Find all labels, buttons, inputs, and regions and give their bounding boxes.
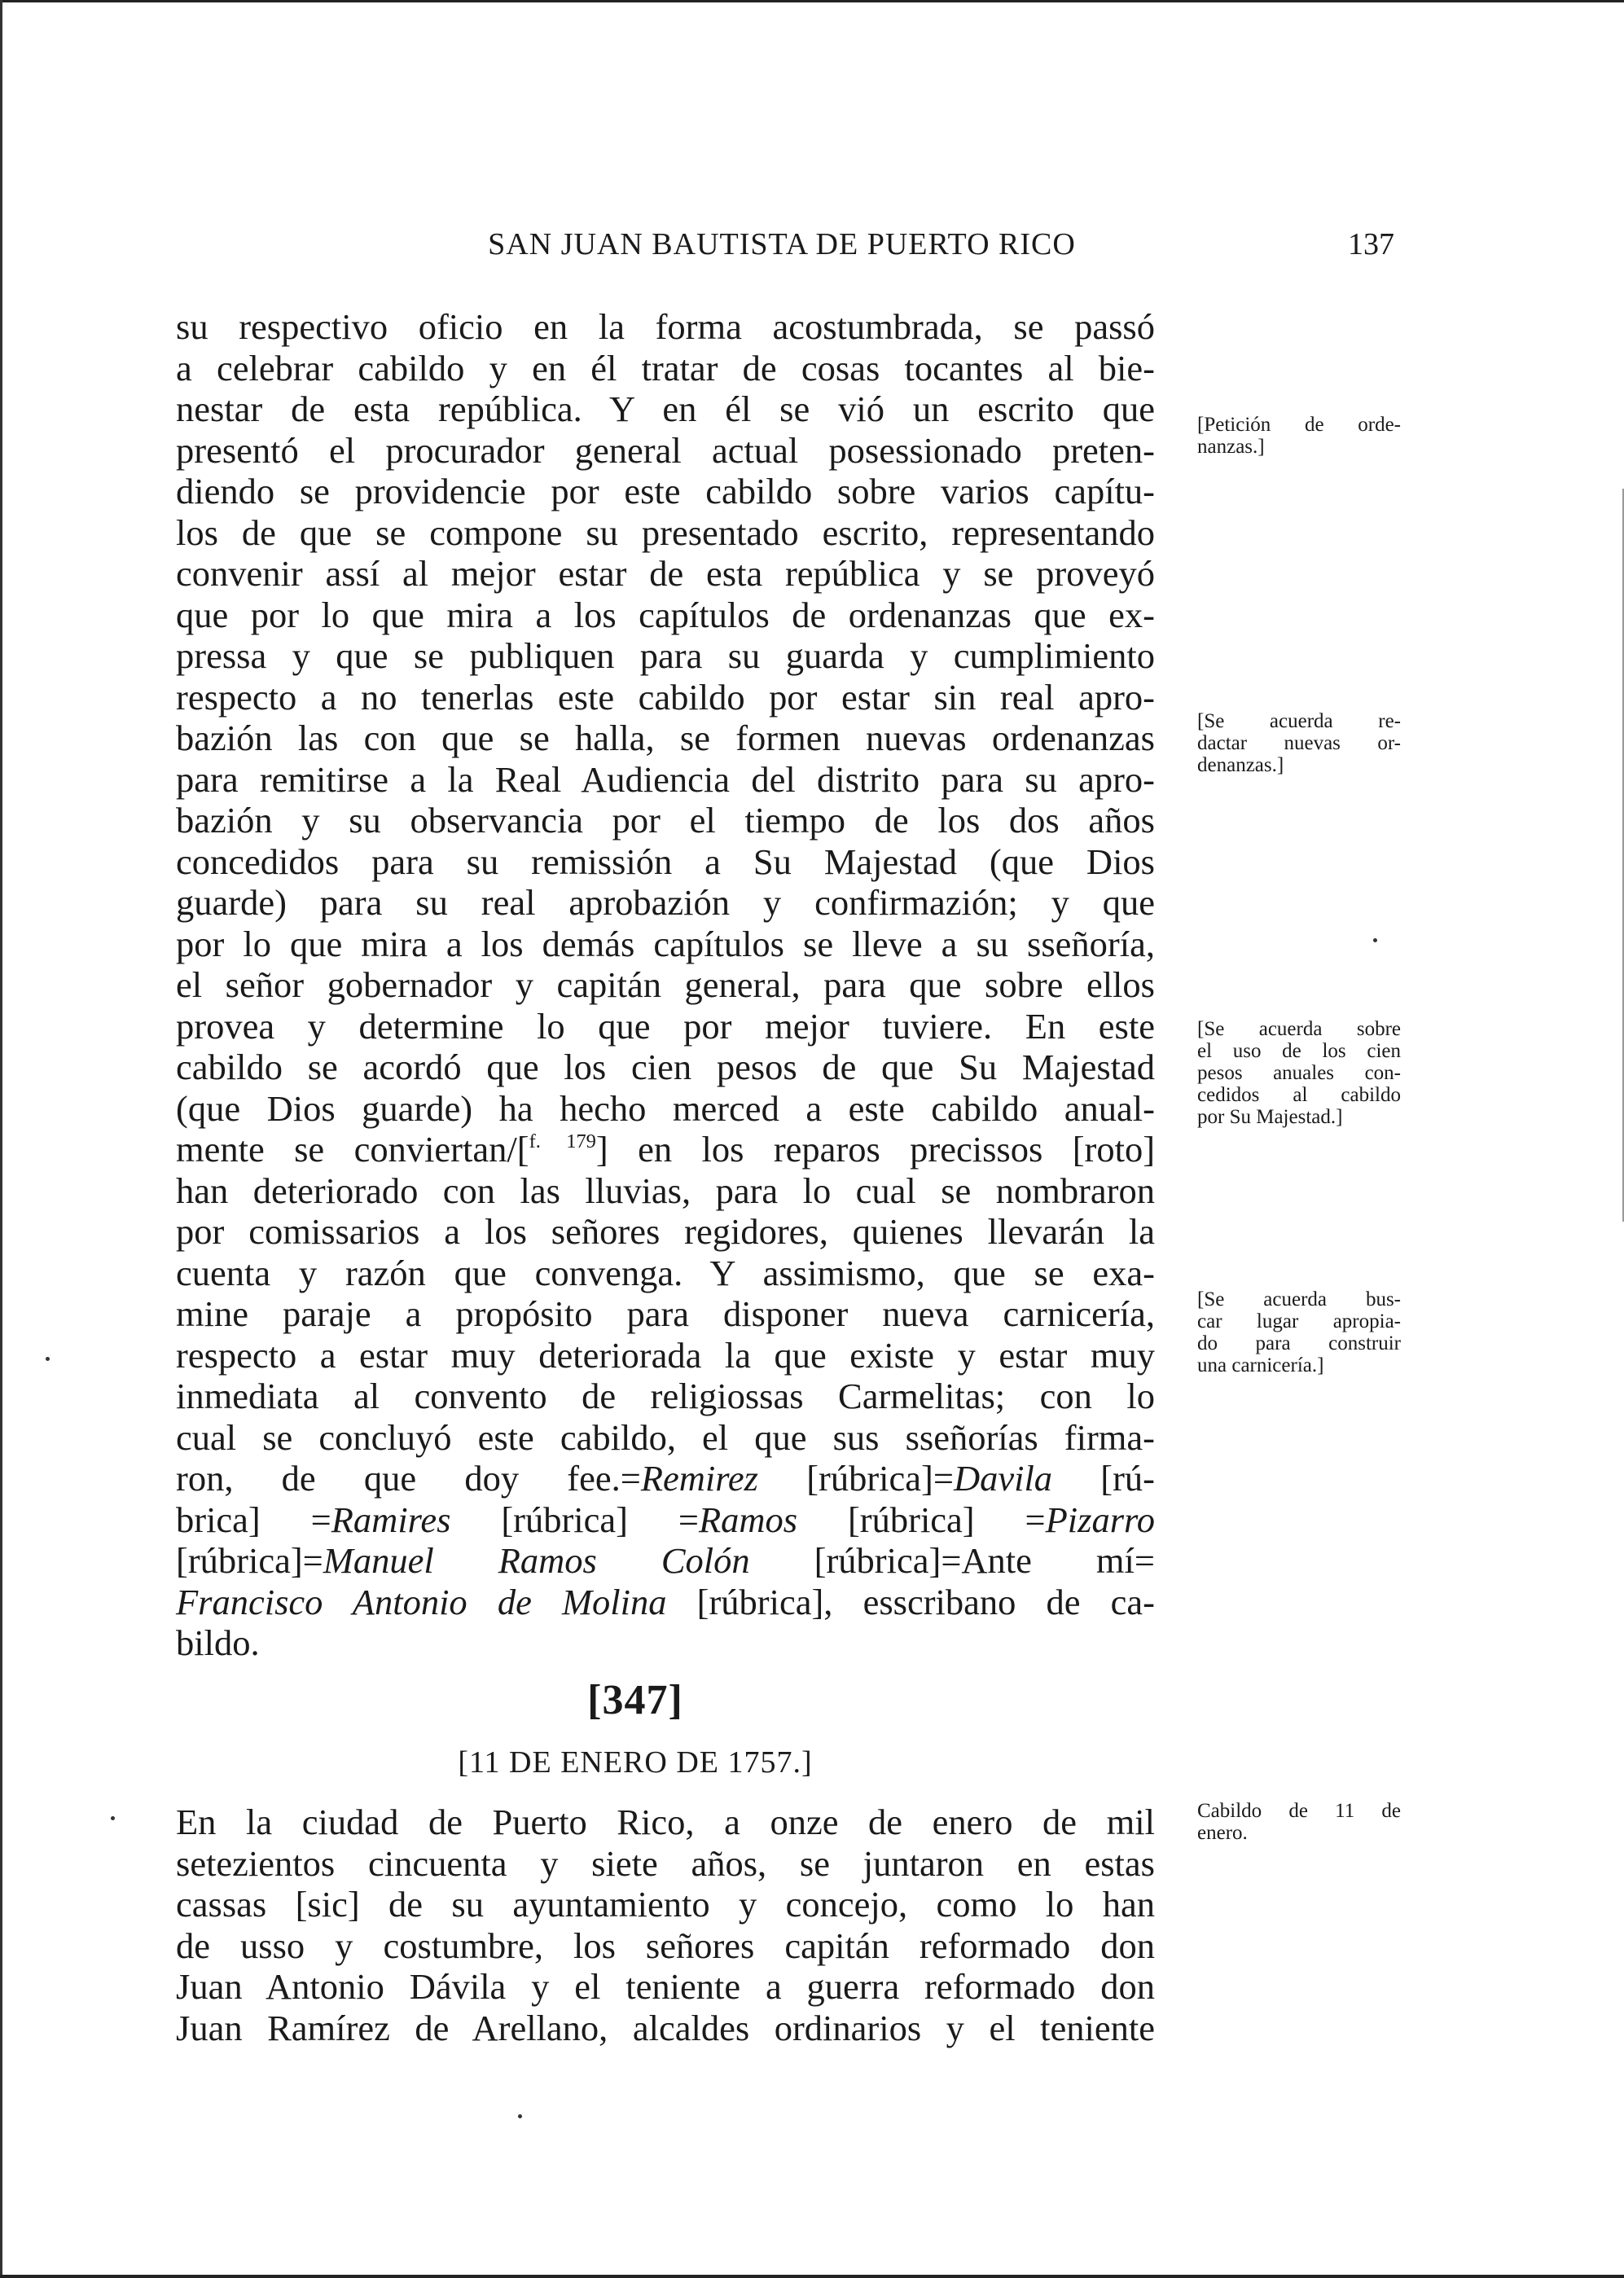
margin-note-line: por Su Majestad.] xyxy=(1197,1106,1343,1128)
text-fragment: mente se conviertan/[ xyxy=(176,1129,529,1170)
scan-edge-top xyxy=(0,0,1624,2)
margin-note-line: dactar nuevas or- xyxy=(1197,732,1401,754)
text-line: Juan Antonio Dávila y el teniente a guerra reformado don xyxy=(176,1966,1155,2007)
text-line: Juan Ramírez de Arellano, alcaldes ordinarios y el teniente xyxy=(176,2007,1155,2048)
scan-speck xyxy=(1373,938,1377,942)
margin-note-line: [Se acuerda sobre xyxy=(1197,1018,1401,1040)
text-fragment: brica] = xyxy=(176,1499,331,1540)
margin-note-line: enero. xyxy=(1197,1822,1248,1844)
text-fragment: ] en los reparos precissos [roto] xyxy=(595,1129,1156,1170)
text-fragment: [rúbrica] = xyxy=(797,1499,1046,1540)
text-line: para remitirse a la Real Audiencia del distrito para su apro- xyxy=(176,758,1155,800)
text-line: los de que se compone su presentado escrito, representando xyxy=(176,511,1155,553)
margin-note-carniceria xyxy=(1197,1288,1401,1376)
text-line: cual se concluyó este cabildo, el que sus sseñorías firma- xyxy=(176,1416,1155,1458)
text-line: pressa y que se publiquen para su guarda y cumplimiento xyxy=(176,635,1155,676)
margin-note-line: cedidos al cabildo xyxy=(1197,1084,1401,1106)
signatory-name: Ramires xyxy=(331,1499,451,1540)
notary-name: Francisco Antonio de Molina xyxy=(176,1581,667,1622)
text-line: concedidos para su remissión a Su Majestad (que Dios xyxy=(176,841,1155,882)
page-number: 137 xyxy=(1348,227,1394,261)
text-line: cabildo se acordó que los cien pesos de que Su Majestad xyxy=(176,1047,1155,1087)
scan-edge-left xyxy=(0,0,2,2278)
signature-line xyxy=(176,1458,1155,1499)
text-line: convenir assí al mejor estar de esta república y se proveyó xyxy=(176,553,1155,594)
signatory-name: Ramos xyxy=(698,1499,798,1540)
text-line-with-folio xyxy=(176,1129,1155,1170)
text-line: a celebrar cabildo y en él tratar de cosas tocantes al bie- xyxy=(176,347,1155,388)
text-line: (que Dios guarde) ha hecho merced a este cabildo anual- xyxy=(176,1087,1155,1129)
text-line: han deteriorado con las lluvias, para lo cual se nombraron xyxy=(176,1170,1155,1211)
margin-note-line: pesos anuales con- xyxy=(1197,1062,1401,1084)
text-line: En la ciudad de Puerto Rico, a onze de enero de mil xyxy=(176,1802,1155,1842)
signature-line xyxy=(176,1540,1155,1582)
text-line: que por lo que mira a los capítulos de ordenanzas que ex- xyxy=(176,594,1155,635)
entry-number: [347] xyxy=(587,1677,683,1723)
text-fragment: [rúbrica]= xyxy=(176,1540,323,1581)
text-line: de usso y costumbre, los señores capitán reformado don xyxy=(176,1925,1155,1966)
text-line: bildo. xyxy=(176,1622,260,1663)
signatory-name: Pizarro xyxy=(1045,1499,1155,1540)
text-line: mine paraje a propósito para disponer nueva carnicería, xyxy=(176,1293,1155,1334)
margin-note-line: nanzas.] xyxy=(1197,436,1265,458)
margin-note-line: [Se acuerda bus- xyxy=(1197,1288,1401,1310)
text-fragment: [rúbrica] = xyxy=(450,1499,699,1540)
text-line: cassas [sic] de su ayuntamiento y concejo, como lo han xyxy=(176,1884,1155,1925)
signatory-name: Remirez xyxy=(640,1458,758,1499)
text-line: el señor gobernador y capitán general, para que sobre ellos xyxy=(176,964,1155,1005)
scan-speck xyxy=(46,1357,50,1361)
margin-note-cabildo-11-enero xyxy=(1197,1800,1401,1844)
margin-note-peticion xyxy=(1197,414,1401,458)
text-line: guarde) para su real aprobazión y confirmazión; y que xyxy=(176,882,1155,923)
text-fragment: [rúbrica], esscribano de ca- xyxy=(666,1581,1155,1622)
signature-line xyxy=(176,1582,1155,1623)
text-fragment: [rú- xyxy=(1052,1458,1155,1499)
text-fragment: ron, de que doy fee.= xyxy=(176,1458,641,1499)
margin-note-line: denanzas.] xyxy=(1197,754,1284,776)
margin-note-line: [Petición de orde- xyxy=(1197,414,1401,436)
text-line: respecto a estar muy deteriorada la que existe y estar muy xyxy=(176,1334,1155,1376)
text-line: setezientos cincuenta y siete años, se juntaron en estas xyxy=(176,1842,1155,1884)
main-text-block-2 xyxy=(176,1802,1155,2048)
text-line: bazión y su observancia por el tiempo de los dos años xyxy=(176,800,1155,841)
scan-speck xyxy=(518,2114,522,2118)
text-line: bazión las con que se halla, se formen nuevas ordenanzas xyxy=(176,718,1155,758)
scan-speck xyxy=(111,1816,115,1820)
text-line: presentó el procurador general actual posessionado preten- xyxy=(176,429,1155,471)
text-line: por comissarios a los señores regidores, quienes llevarán la xyxy=(176,1211,1155,1252)
text-line: diendo se providencie por este cabildo sobre varios capítu- xyxy=(176,471,1155,511)
margin-note-line: car lugar apropia- xyxy=(1197,1310,1401,1332)
entry-date: [11 DE ENERO DE 1757.] xyxy=(458,1745,813,1780)
scan-edge-bottom xyxy=(0,2275,1624,2278)
text-fragment: [rúbrica]=Ante mí= xyxy=(749,1540,1155,1581)
margin-note-redactar xyxy=(1197,710,1401,776)
text-line: cuenta y razón que convenga. Y assimismo, que se exa- xyxy=(176,1252,1155,1293)
folio-mark: f. 179 xyxy=(529,1130,596,1152)
text-line: provea y determine lo que por mejor tuviere. En este xyxy=(176,1005,1155,1047)
text-fragment: [rúbrica]= xyxy=(757,1458,954,1499)
text-line: su respectivo oficio en la forma acostumbrada, se passó xyxy=(176,306,1155,347)
signatory-name: Manuel Ramos Colón xyxy=(323,1540,750,1581)
running-head: SAN JUAN BAUTISTA DE PUERTO RICO xyxy=(488,227,1076,261)
text-line: nestar de esta república. Y en él se vió un escrito que xyxy=(176,388,1155,429)
main-text-block-1 xyxy=(176,306,1155,1664)
text-line: inmediata al convento de religiossas Carmelitas; con lo xyxy=(176,1376,1155,1416)
signature-line xyxy=(176,1499,1155,1541)
margin-note-line: el uso de los cien xyxy=(1197,1040,1401,1062)
margin-note-line: una carnicería.] xyxy=(1197,1354,1324,1376)
text-line: respecto a no tenerlas este cabildo por estar sin real apro- xyxy=(176,676,1155,718)
margin-note-line: [Se acuerda re- xyxy=(1197,710,1401,732)
signatory-name: Davila xyxy=(953,1458,1053,1499)
margin-note-line: Cabildo de 11 de xyxy=(1197,1800,1401,1822)
margin-note-line: do para construir xyxy=(1197,1332,1401,1354)
margin-note-cien-pesos xyxy=(1197,1018,1401,1128)
text-line: por lo que mira a los demás capítulos se lleve a su sseñoría, xyxy=(176,923,1155,964)
